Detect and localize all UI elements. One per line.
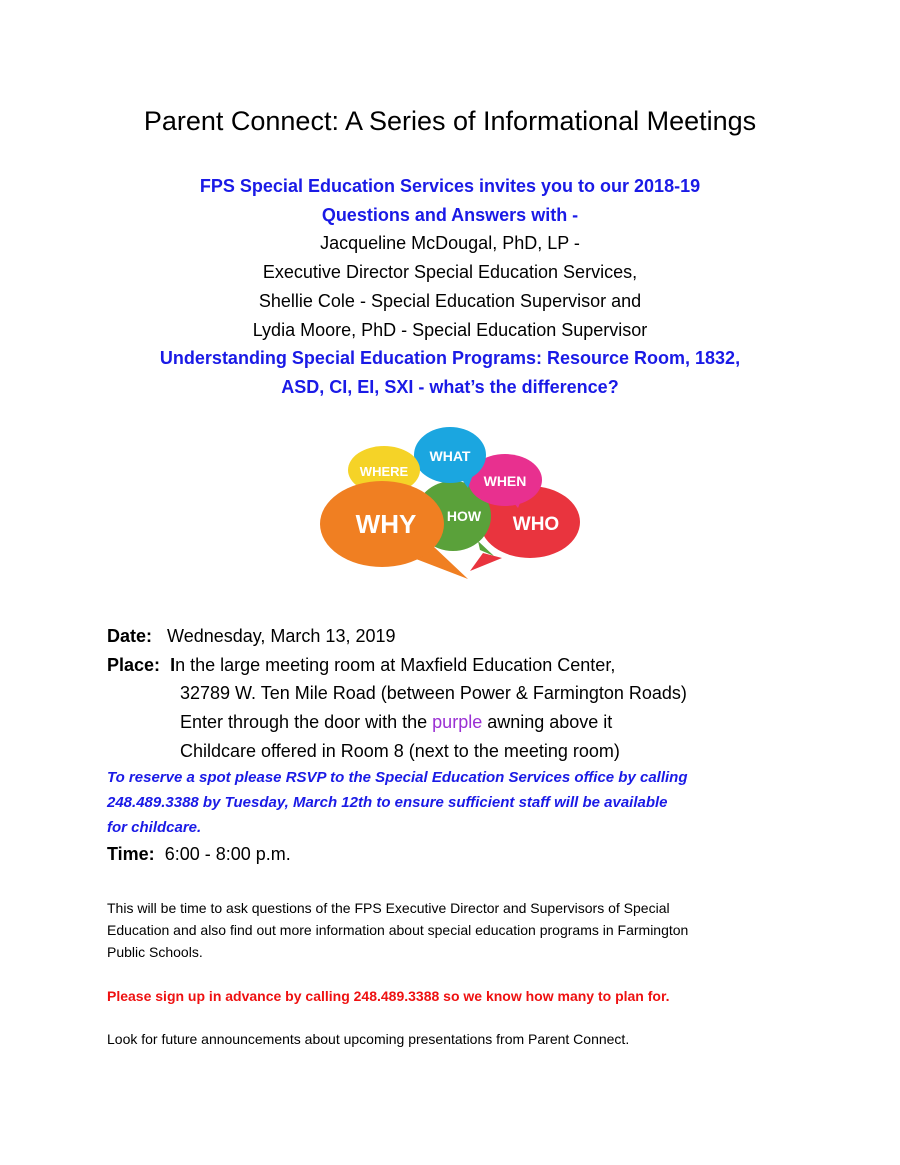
invitation-block [0,172,900,402]
why-label: WHY [355,509,417,539]
who-label: WHO [512,514,560,535]
rsvp-line-3: for childcare. [107,819,202,836]
speaker-mcdougal: Jacqueline McDougal, PhD, LP - [320,233,580,254]
place-address: 32789 W. Ten Mile Road (between Power & Farmington Roads) [180,683,687,704]
entrance-color-word: purple [432,712,483,733]
what-label: WHAT [429,448,471,464]
date-value: Wednesday, March 13, 2019 [167,626,396,646]
place-line-1: n the large meeting room at Maxfield Education Center, [175,654,616,675]
signup-notice: Please sign up in advance by calling 248.489.3388 so we know how many to plan for. [107,988,670,1004]
how-label: HOW [446,508,482,524]
speaker-mcdougal-role: Executive Director Special Education Services, [262,262,638,283]
description-paragraph [107,897,797,963]
childcare-note: Childcare offered in Room 8 (next to the meeting room) [180,740,620,761]
where-label: WHERE [359,464,409,479]
topic-line-1: Understanding Special Education Programs: Resource Room, 1832, [159,348,741,369]
question-bubbles-graphic [318,426,584,584]
rsvp-line-2: 248.489.3388 by Tuesday, March 12th to ensure sufficient staff will be available [107,794,668,811]
date-label: Date: [107,626,153,646]
future-announcements-note: Look for future announcements about upcoming presentations from Parent Connect. [107,1031,630,1047]
entrance-text-before: Enter through the door with the [180,712,433,733]
place-initial: I [170,654,176,675]
event-details [107,622,687,766]
rsvp-notice [107,765,807,840]
place-row [107,651,687,680]
description-line-1: This will be time to ask questions of the FPS Executive Director and Supervisors of Special [107,900,670,916]
date-row [107,622,687,651]
invite-lead-line-2: Questions and Answers with - [321,204,579,225]
place-label: Place: [107,654,161,675]
time-value: 6:00 - 8:00 p.m. [164,844,291,864]
when-label: WHEN [483,473,527,489]
description-line-2: Education and also find out more information about special education programs in Farmington [107,922,689,938]
place-entrance [107,708,687,737]
time-row [107,840,291,868]
rsvp-line-1: To reserve a spot please RSVP to the Special Education Services office by calling [107,769,688,786]
topic-line-2: ASD, CI, EI, SXI - what’s the difference? [281,376,619,397]
invite-lead-line-1: FPS Special Education Services invites you to our 2018-19 [199,176,701,196]
time-label: Time: [107,844,155,864]
speaker-cole: Shellie Cole - Special Education Supervisor and [258,290,642,311]
entrance-text-after: awning above it [482,712,613,733]
speaker-moore: Lydia Moore, PhD - Special Education Supervisor [252,319,648,340]
page-title: Parent Connect: A Series of Informational Meetings [143,106,757,136]
description-line-3: Public Schools. [107,944,203,960]
